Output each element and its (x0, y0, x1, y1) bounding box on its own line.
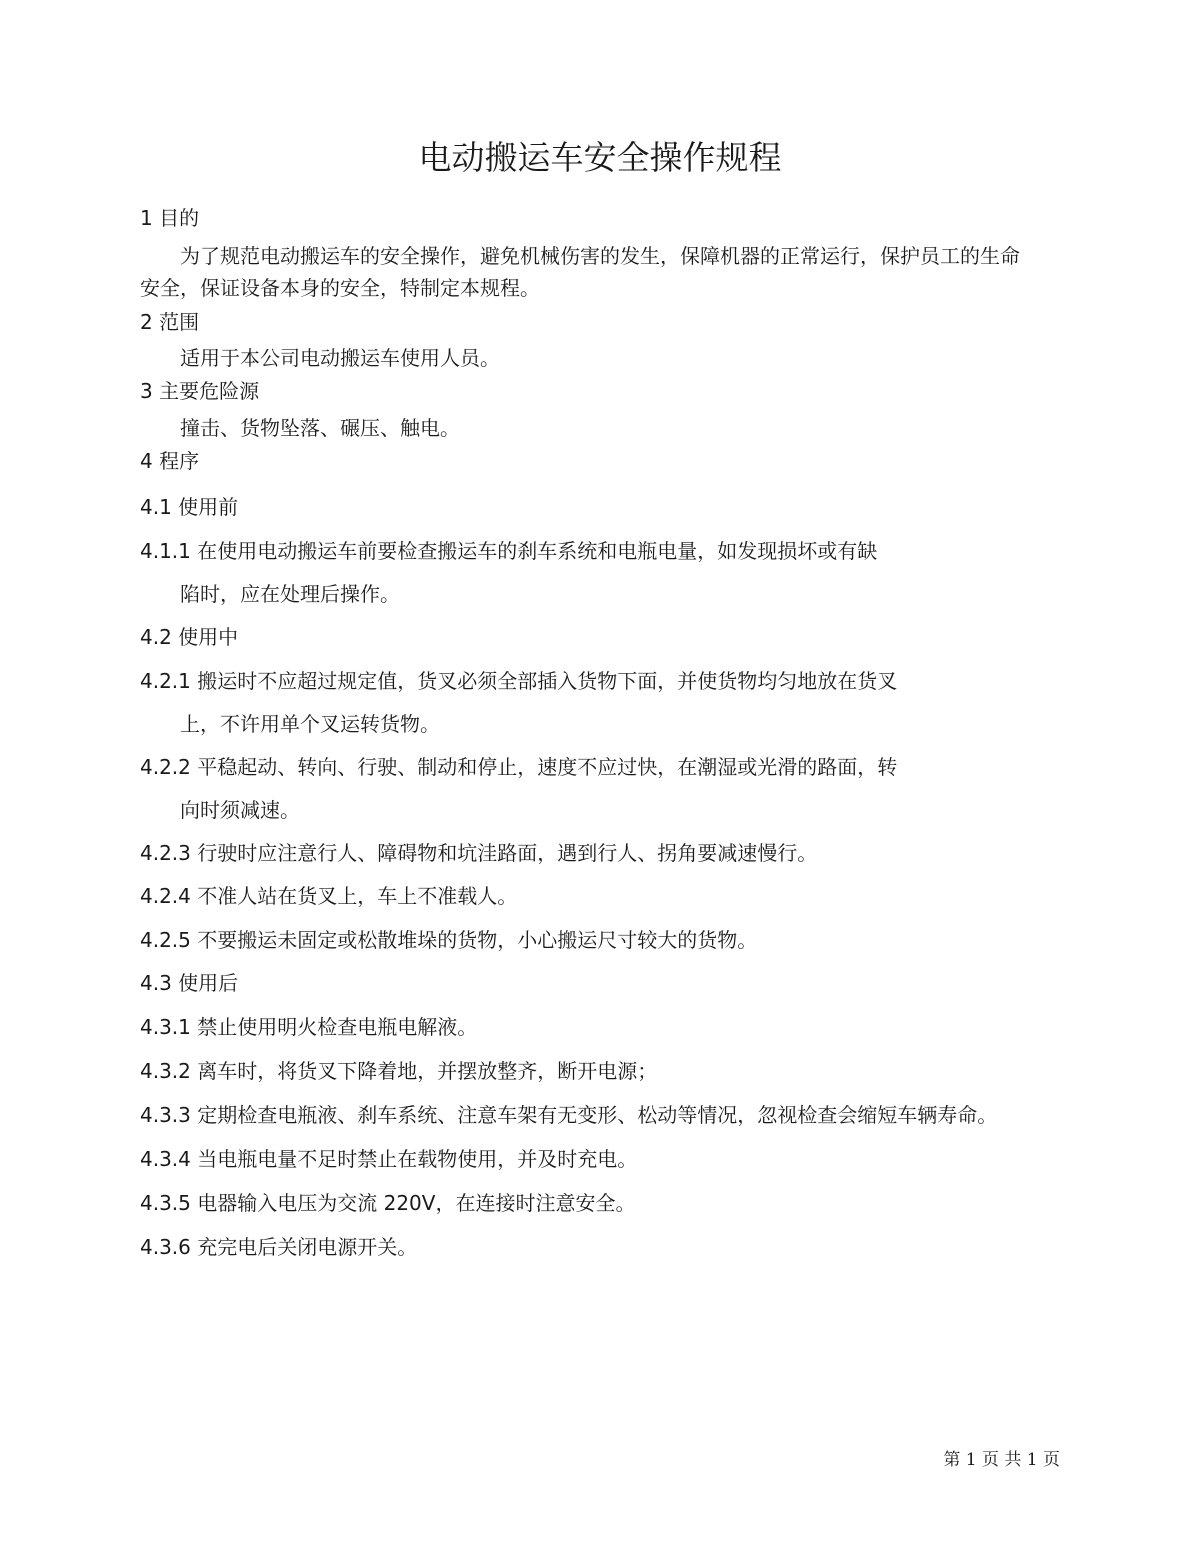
section-4-3-heading: 4.3 使用后 (140, 971, 239, 995)
section-1-paragraph-line-1: 为了规范电动搬运车的安全操作，避免机械伤害的发生，保障机器的正常运行，保护员工的生命 (180, 244, 1020, 268)
item-4-2-1-line-2: 上，不许用单个叉运转货物。 (180, 712, 440, 736)
section-2-paragraph: 适用于本公司电动搬运车使用人员。 (180, 346, 500, 370)
page-number: 第 1 页 共 1 页 (943, 1450, 1060, 1470)
section-1-paragraph-line-2: 安全，保证设备本身的安全，特制定本规程。 (140, 276, 540, 300)
item-4-1-1-line-2: 陷时，应在处理后操作。 (180, 582, 400, 606)
item-4-1-1-line-1: 4.1.1 在使用电动搬运车前要检查搬运车的刹车系统和电瓶电量，如发现损坏或有缺 (140, 539, 878, 563)
section-3-paragraph: 撞击、货物坠落、碾压、触电。 (180, 416, 460, 440)
item-4-2-2-line-1: 4.2.2 平稳起动、转向、行驶、制动和停止，速度不应过快，在潮湿或光滑的路面，转 (140, 755, 898, 779)
item-4-3-6: 4.3.6 充完电后关闭电源开关。 (140, 1235, 418, 1259)
section-4-2-heading: 4.2 使用中 (140, 625, 239, 649)
section-4-1-heading: 4.1 使用前 (140, 495, 239, 519)
item-4-2-1-line-1: 4.2.1 搬运时不应超过规定值，货叉必须全部插入货物下面，并使货物均匀地放在货叉 (140, 669, 898, 693)
item-4-3-1: 4.3.1 禁止使用明火检查电瓶电解液。 (140, 1015, 478, 1039)
item-4-3-4: 4.3.4 当电瓶电量不足时禁止在载物使用，并及时充电。 (140, 1147, 638, 1171)
item-4-3-2: 4.3.2 离车时，将货叉下降着地，并摆放整齐，断开电源； (140, 1059, 658, 1083)
section-4-heading: 4 程序 (140, 449, 200, 473)
section-3-heading: 3 主要危险源 (140, 379, 260, 403)
item-4-3-5: 4.3.5 电器输入电压为交流 220V，在连接时注意安全。 (140, 1191, 636, 1215)
item-4-2-5: 4.2.5 不要搬运未固定或松散堆垛的货物，小心搬运尺寸较大的货物。 (140, 928, 758, 952)
item-4-2-4: 4.2.4 不准人站在货叉上，车上不准载人。 (140, 884, 518, 908)
item-4-3-3: 4.3.3 定期检查电瓶液、刹车系统、注意车架有无变形、松动等情况，忽视检查会缩短车辆寿命。 (140, 1103, 998, 1127)
section-1-heading: 1 目的 (140, 206, 200, 230)
section-2-heading: 2 范围 (140, 310, 200, 334)
item-4-2-2-line-2: 向时须减速。 (180, 798, 300, 822)
document-title: 电动搬运车安全操作规程 (418, 138, 782, 177)
item-4-2-3: 4.2.3 行驶时应注意行人、障碍物和坑洼路面，遇到行人、拐角要减速慢行。 (140, 841, 818, 865)
